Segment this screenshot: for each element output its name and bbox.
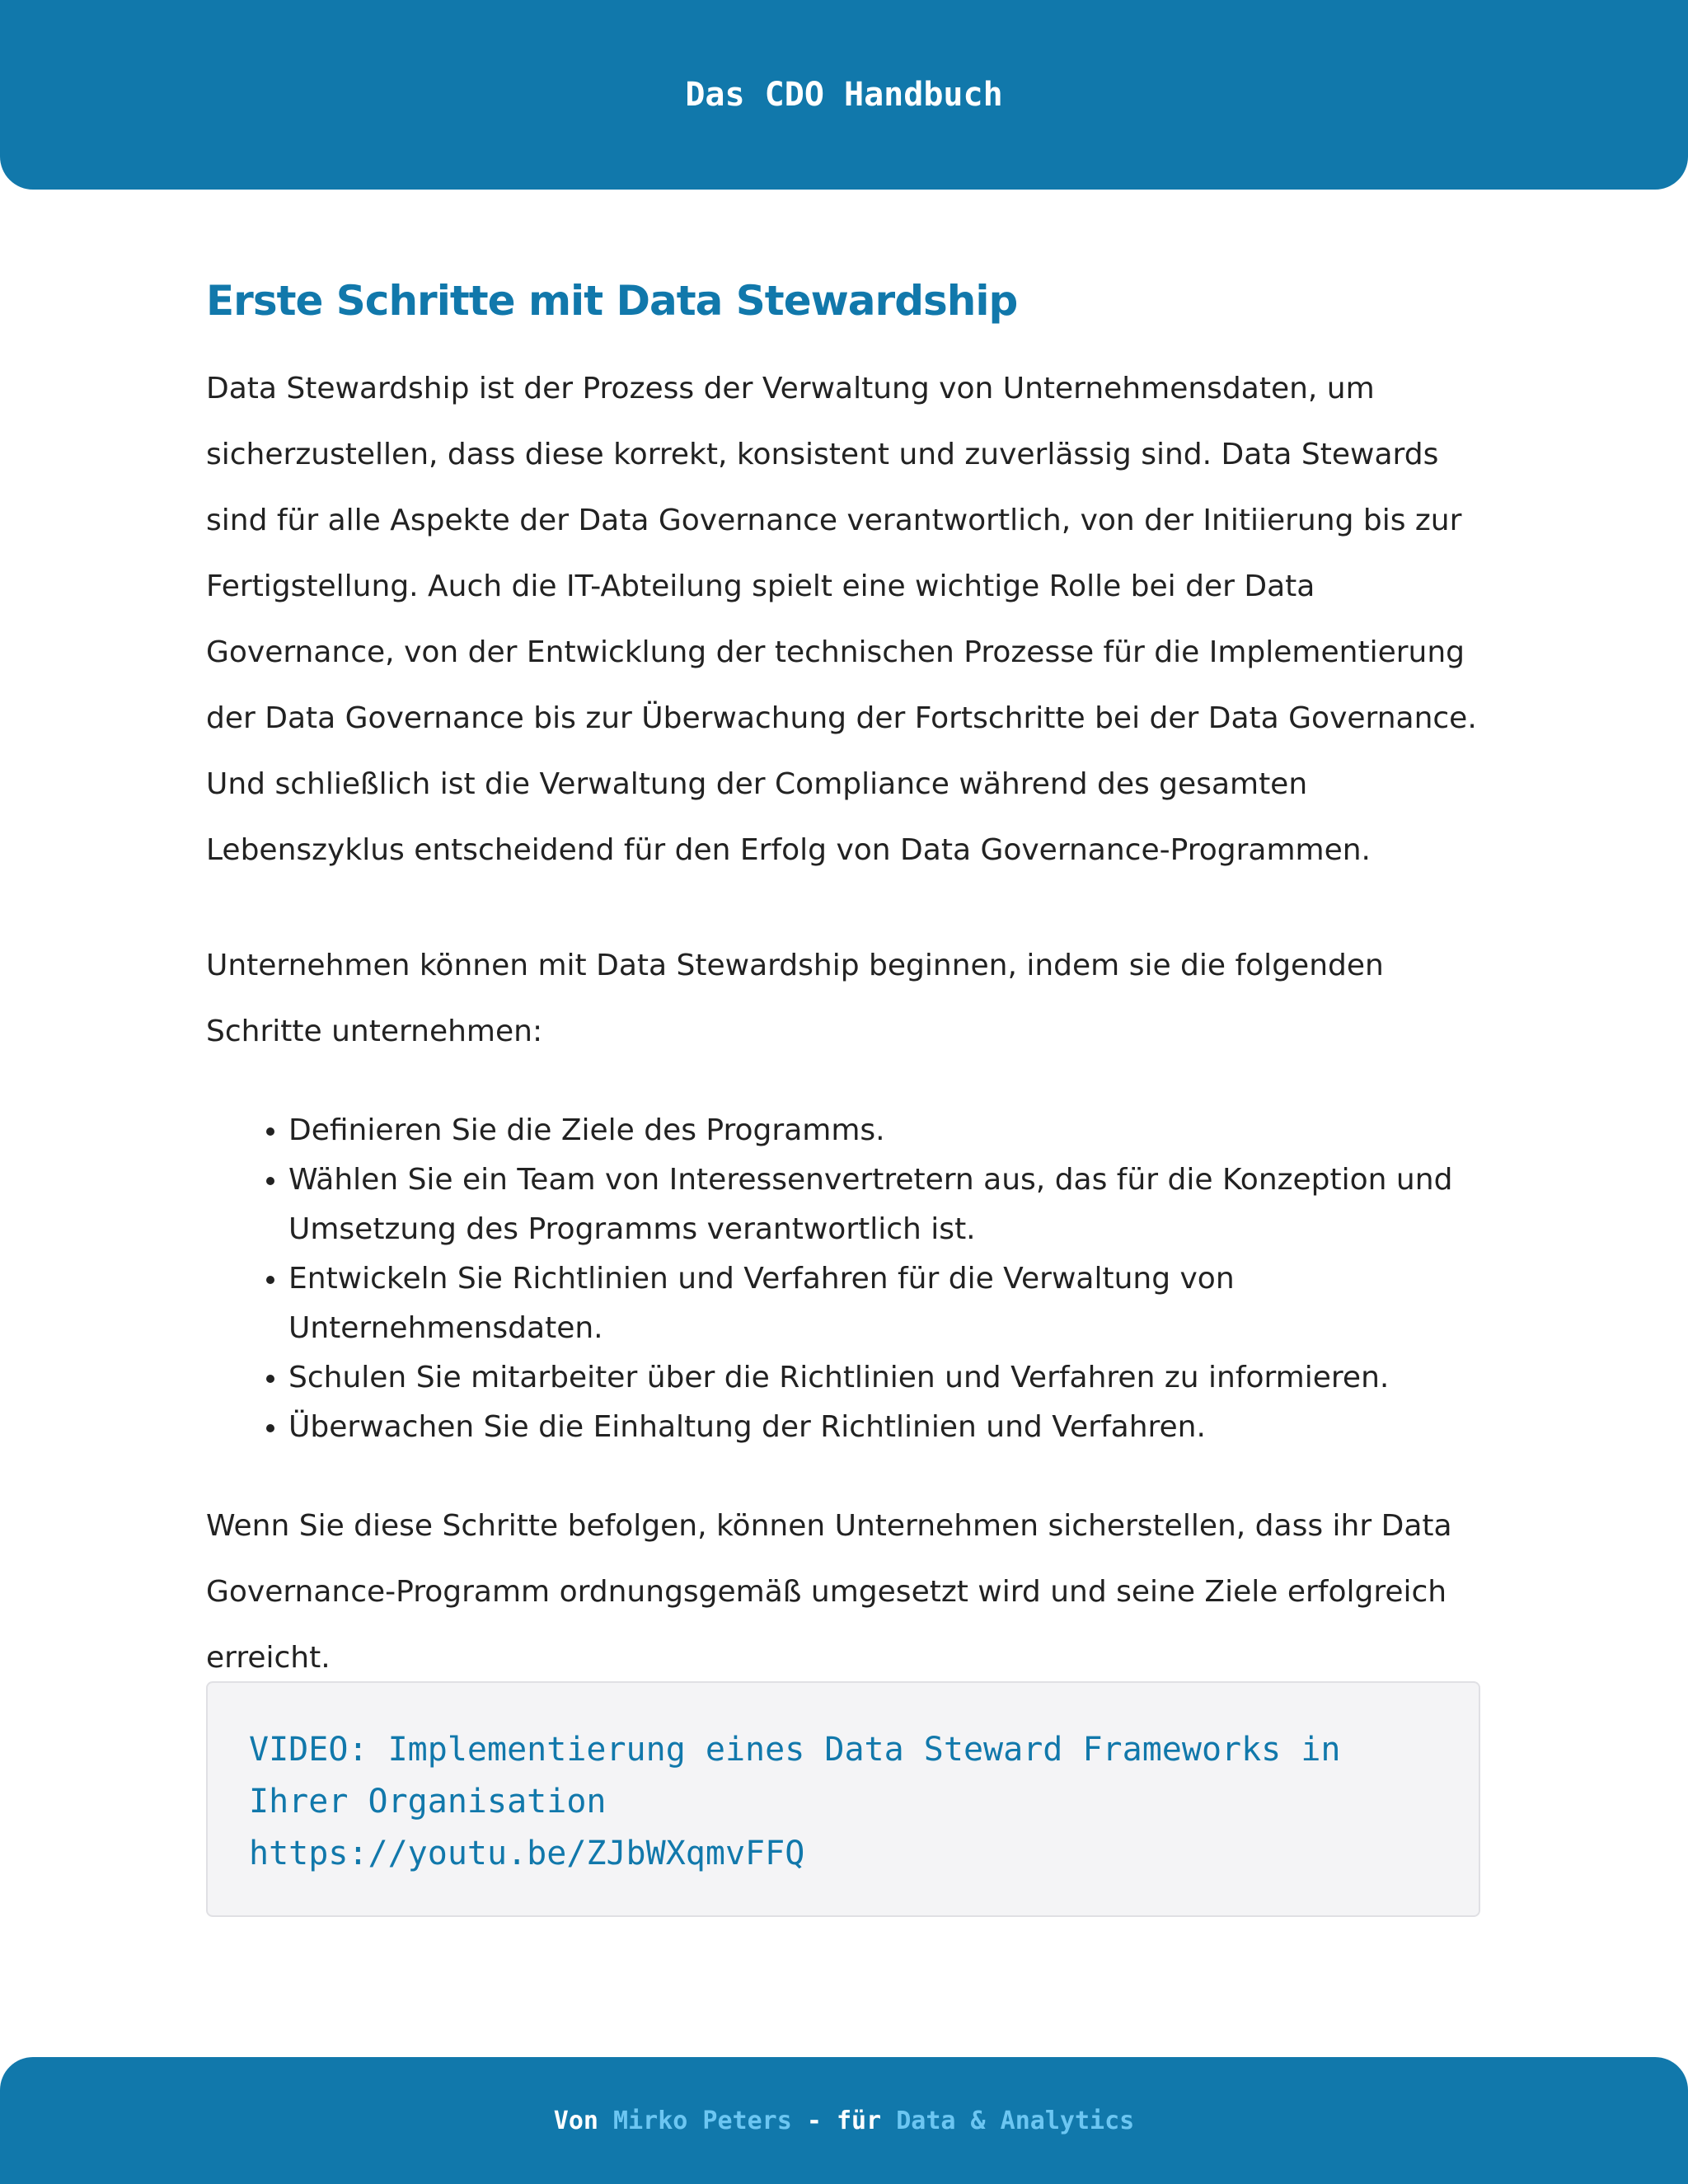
main-content [206, 264, 1484, 1691]
category-link[interactable]: Data & Analytics [896, 2106, 1135, 2135]
intro-paragraph: Data Stewardship ist der Prozess der Verwaltung von Unternehmensdaten, um sicherzustellen, dass diese korrekt, konsistent und zuverlässig sind. Data Stewards sind für alle Aspekte der Data Governance verantwortlich, von der Initiierung bis zur Fertigstellung. Auch die IT-Abteilung spielt eine wichtige Rolle bei der Data Governance, von der Entwicklung der technischen Prozesse für die Implementierung der Data Governance bis zur Überwachung der Fortschritte bei der Data Governance. Und schließlich ist die Verwaltung der Compliance während des gesamten Lebenszyklus entscheidend für den Erfolg von Data Governance-Programmen. [206, 372, 1477, 867]
footer-separator: - für [806, 2106, 882, 2135]
video-title: VIDEO: Implementierung eines Data Steward Frameworks in Ihrer Organisation [249, 1731, 1341, 1821]
page-header [0, 0, 1688, 190]
author-link[interactable]: Mirko Peters [613, 2106, 792, 2135]
lead-paragraph: Unternehmen können mit Data Stewardship beginnen, indem sie die folgenden Schritte unternehmen: [206, 949, 1384, 1048]
list-item: • Definieren Sie die Ziele des Programms. [288, 1106, 1484, 1155]
list-item: • Entwickeln Sie Richtlinien und Verfahren für die Verwaltung von Unternehmensdaten. [288, 1254, 1484, 1353]
list-item: • Schulen Sie mitarbeiter über die Richtlinien und Verfahren zu informieren. [288, 1353, 1484, 1403]
footer-prefix: Von [553, 2106, 598, 2135]
list-item: • Wählen Sie ein Team von Interessenvertretern aus, das für die Konzeption und Umsetzung des Programms verantwortlich ist. [288, 1155, 1484, 1254]
section-heading: Erste Schritte mit Data Stewardship [206, 277, 1018, 325]
book-title: Das CDO Handbuch [685, 76, 1003, 114]
list-item: • Überwachen Sie die Einhaltung der Richtlinien und Verfahren. [288, 1403, 1484, 1452]
page-footer [0, 2057, 1688, 2184]
video-link[interactable]: https://youtu.be/ZJbWXqmvFFQ [249, 1835, 805, 1872]
conclusion-paragraph: Wenn Sie diese Schritte befolgen, können Unternehmen sicherstellen, dass ihr Data Governance-Programm ordnungsgemäß umgesetzt wird und seine Ziele erfolgreich erreicht. [206, 1509, 1452, 1675]
steps-list [206, 1106, 1484, 1452]
video-callout [206, 1681, 1480, 1917]
